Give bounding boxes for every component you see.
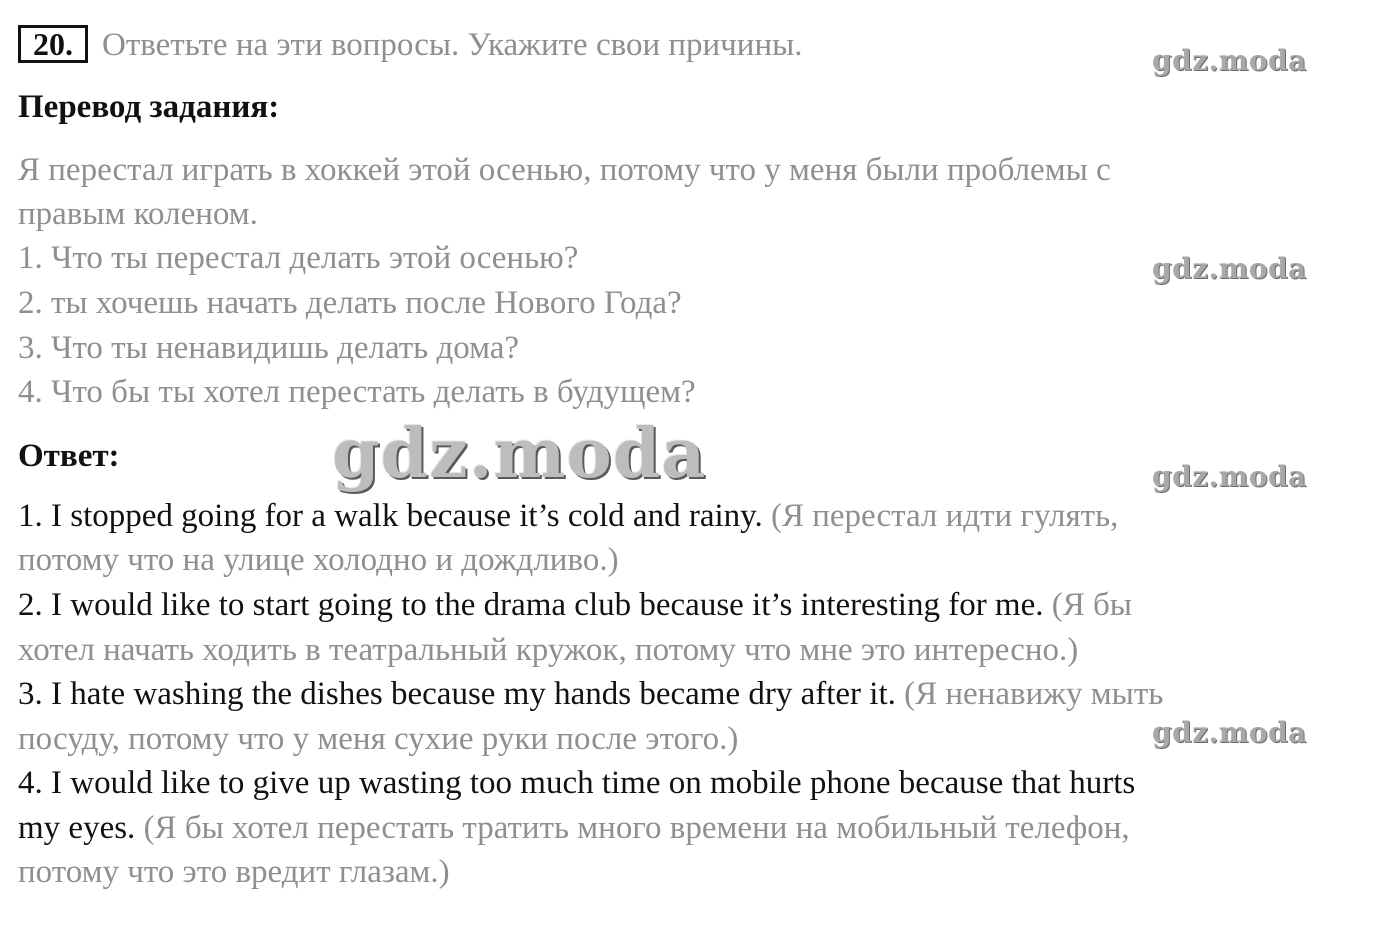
- answer-3-line1: [18, 674, 1163, 714]
- answer-heading: Ответ:: [18, 438, 120, 474]
- watermark-logo: gdz.moda: [1152, 44, 1307, 77]
- answer-1-russian-start: (Я перестал идти гулять,: [762, 498, 1119, 534]
- answer-2-english: 2. I would like to start going to the drama club because it’s interesting for me.: [18, 587, 1044, 623]
- watermark-logo: gdz.moda: [1152, 252, 1307, 285]
- answer-4-english-line1: 4. I would like to give up wasting too much time on mobile phone because that hurts: [18, 765, 1136, 801]
- task-number-box: 20.: [18, 25, 88, 63]
- question-1: 1. Что ты перестал делать этой осенью?: [18, 240, 579, 276]
- question-2: 2. ты хочешь начать делать после Нового Года?: [18, 285, 682, 321]
- question-4: 4. Что бы ты хотел перестать делать в будущем?: [18, 374, 696, 410]
- answer-4-russian-end: потому что это вредит глазам.): [18, 854, 450, 890]
- answer-1-line1: [18, 496, 1118, 536]
- answer-3-russian-start: (Я ненавижу мыть: [895, 676, 1164, 712]
- watermark-logo: gdz.moda: [1152, 460, 1307, 493]
- answer-2-russian-end: хотел начать ходить в театральный кружок, потому что мне это интересно.): [18, 632, 1079, 668]
- watermark-logo: gdz.moda: [1152, 716, 1307, 749]
- answer-3-english: 3. I hate washing the dishes because my hands became dry after it.: [18, 676, 896, 712]
- answer-1-russian-end: потому что на улице холодно и дождливо.): [18, 542, 619, 578]
- translation-intro-line1: Я перестал играть в хоккей этой осенью, потому что у меня были проблемы с: [18, 152, 1111, 188]
- task-instruction: Ответьте на эти вопросы. Укажите свои причины.: [102, 27, 803, 63]
- translation-heading: Перевод задания:: [18, 89, 280, 125]
- answer-3-russian-end: посуду, потому что у меня сухие руки после этого.): [18, 721, 739, 757]
- watermark-logo-large: gdz.moda: [332, 414, 707, 494]
- answer-1-english: 1. I stopped going for a walk because it’s cold and rainy.: [18, 498, 763, 534]
- question-3: 3. Что ты ненавидишь делать дома?: [18, 330, 520, 366]
- answer-4-line2: [18, 808, 1130, 848]
- answer-4-english-line2: my eyes.: [18, 810, 136, 846]
- translation-intro-line2: правым коленом.: [18, 196, 258, 232]
- answer-2-line1: [18, 585, 1132, 625]
- answer-4-russian-start: (Я бы хотел перестать тратить много времени на мобильный телефон,: [135, 810, 1130, 846]
- answer-2-russian-start: (Я бы: [1043, 587, 1132, 623]
